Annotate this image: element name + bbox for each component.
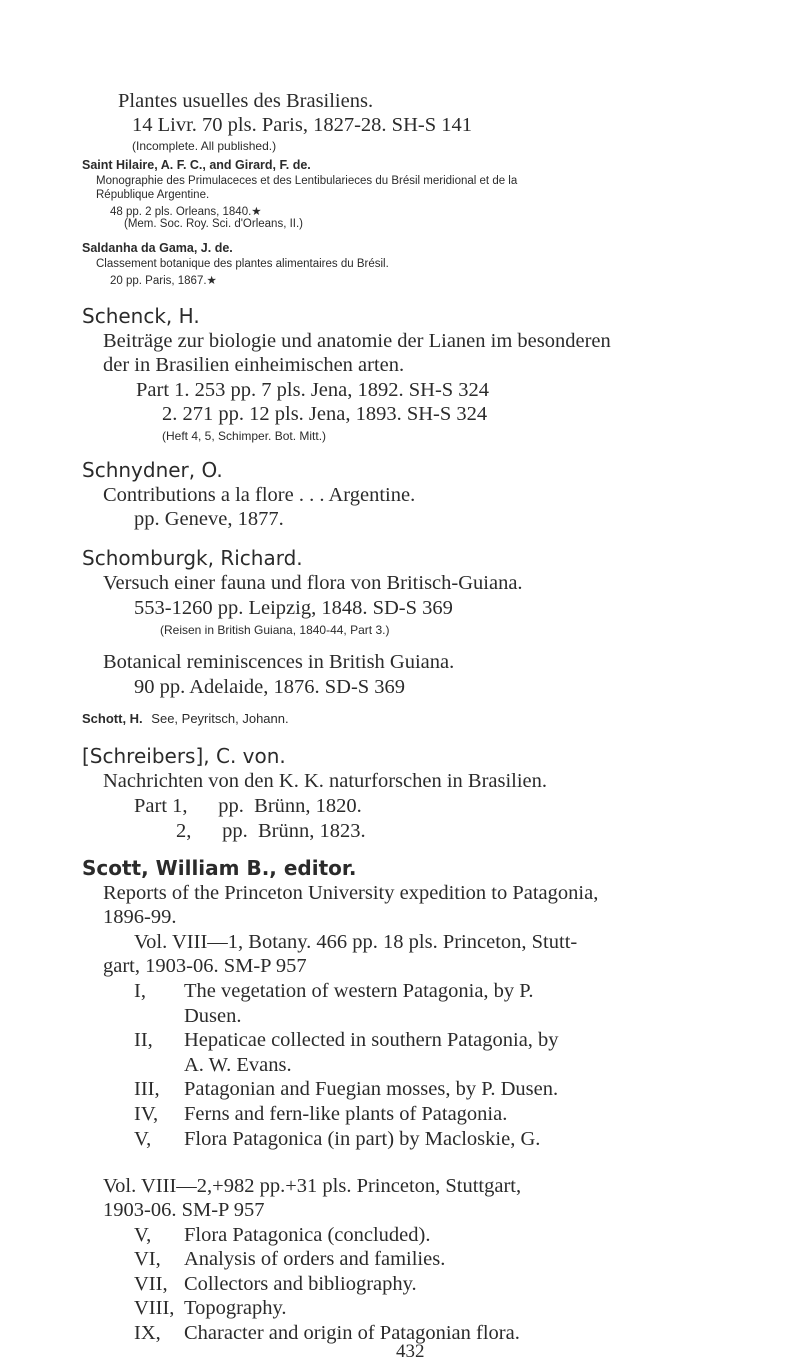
entry-author: Schomburgk, Richard. [82, 546, 303, 570]
entry-title: Versuch einer fauna und flora von Britisch-Guiana. [103, 572, 523, 594]
entry-series: (Mem. Soc. Roy. Sci. d'Orleans, II.) [124, 218, 303, 230]
item-text: Ferns and fern-like plants of Patagonia. [184, 1103, 508, 1125]
entry-part: Part 1, pp. Brünn, 1820. [134, 795, 362, 817]
item-text: Analysis of orders and families. [184, 1248, 446, 1271]
item-text: Hepaticae collected in southern Patagonia, by [184, 1029, 559, 1052]
item-text: Collectors and bibliography. [184, 1272, 417, 1295]
entry-title: République Argentine. [96, 189, 210, 201]
item-numeral: IV, [134, 1103, 159, 1125]
entry-publication: pp. Geneve, 1877. [134, 508, 284, 530]
entry-title: Monographie des Primulaceces et des Lentibularieces du Brésil meridional et de la [96, 175, 518, 187]
entry-part: Part 1. 253 pp. 7 pls. Jena, 1892. SH-S 324 [136, 379, 490, 401]
item-text: Character and origin of Patagonian flora. [184, 1321, 520, 1344]
item-text: Topography. [184, 1297, 287, 1320]
item-numeral: V, [134, 1127, 152, 1150]
entry-title: Reports of the Princeton University expedition to Patagonia, [103, 882, 599, 904]
entry-part: 2. 271 pp. 12 pls. Jena, 1893. SH-S 324 [162, 403, 488, 425]
item-text: Patagonian and Fuegian mosses, by P. Dusen. [184, 1078, 559, 1101]
item-numeral: I, [134, 980, 146, 1002]
item-text: A. W. Evans. [184, 1053, 292, 1076]
entry-title: der in Brasilien einheimischen arten. [103, 354, 405, 376]
entry-author: Schenck, H. [82, 304, 200, 328]
item-numeral: IX, [134, 1321, 161, 1344]
item-text: Flora Patagonica (in part) by Macloskie, G. [184, 1127, 541, 1150]
entry-series: (Reisen in British Guiana, 1840-44, Part 3.) [160, 623, 390, 637]
volume-line: Vol. VIII—1, Botany. 466 pp. 18 pls. Princeton, Stutt- [134, 931, 578, 953]
entry-title: Classement botanique des plantes alimentaires du Brésil. [96, 258, 389, 270]
volume-line: 1903-06. SM-P 957 [103, 1199, 265, 1221]
entry-title: Plantes usuelles des Brasiliens. [118, 90, 374, 112]
entry-publication: 14 Livr. 70 pls. Paris, 1827-28. SH-S 141 [132, 114, 472, 136]
see-reference: See, Peyritsch, Johann. [151, 711, 289, 726]
item-numeral: VI, [134, 1248, 161, 1271]
item-text: Dusen. [184, 1004, 242, 1027]
entry-title: Botanical reminiscences in British Guiana. [103, 651, 455, 673]
page-number: 432 [396, 1341, 425, 1362]
item-numeral: III, [134, 1078, 160, 1101]
entry-author: Schott, H. [82, 711, 143, 726]
item-text: The vegetation of western Patagonia, by P. [184, 980, 534, 1002]
entry-publication: 48 pp. 2 pls. Orleans, 1840.★ [110, 206, 262, 218]
volume-line: gart, 1903-06. SM-P 957 [103, 955, 307, 977]
entry-cross-reference [82, 711, 289, 726]
entry-title: 1896-99. [103, 906, 177, 928]
entry-title: Beiträge zur biologie und anatomie der Lianen im besonderen [103, 330, 611, 352]
entry-publication: 90 pp. Adelaide, 1876. SD-S 369 [134, 676, 406, 698]
item-numeral: VII, [134, 1272, 168, 1295]
entry-author: Saldanha da Gama, J. de. [82, 241, 233, 255]
item-numeral: V, [134, 1224, 152, 1246]
entry-author: Saint Hilaire, A. F. C., and Girard, F. de. [82, 158, 311, 172]
entry-author: Schnydner, O. [82, 458, 223, 482]
entry-note: (Incomplete. All published.) [132, 139, 277, 153]
entry-author: [Schreibers], C. von. [82, 744, 286, 768]
entry-part: 2, pp. Brünn, 1823. [176, 820, 366, 842]
entry-series: (Heft 4, 5, Schimper. Bot. Mitt.) [162, 429, 327, 443]
volume-line: Vol. VIII—2,+982 pp.+31 pls. Princeton, Stuttgart, [103, 1175, 522, 1197]
item-numeral: VIII, [134, 1297, 175, 1320]
entry-title: Contributions a la flore . . . Argentine. [103, 484, 416, 506]
entry-publication: 553-1260 pp. Leipzig, 1848. SD-S 369 [134, 597, 453, 619]
item-numeral: II, [134, 1029, 153, 1052]
entry-title: Nachrichten von den K. K. naturforschen in Brasilien. [103, 770, 548, 792]
entry-author: Scott, William B., editor. [82, 856, 357, 880]
item-text: Flora Patagonica (concluded). [184, 1224, 431, 1246]
entry-publication: 20 pp. Paris, 1867.★ [110, 275, 217, 287]
